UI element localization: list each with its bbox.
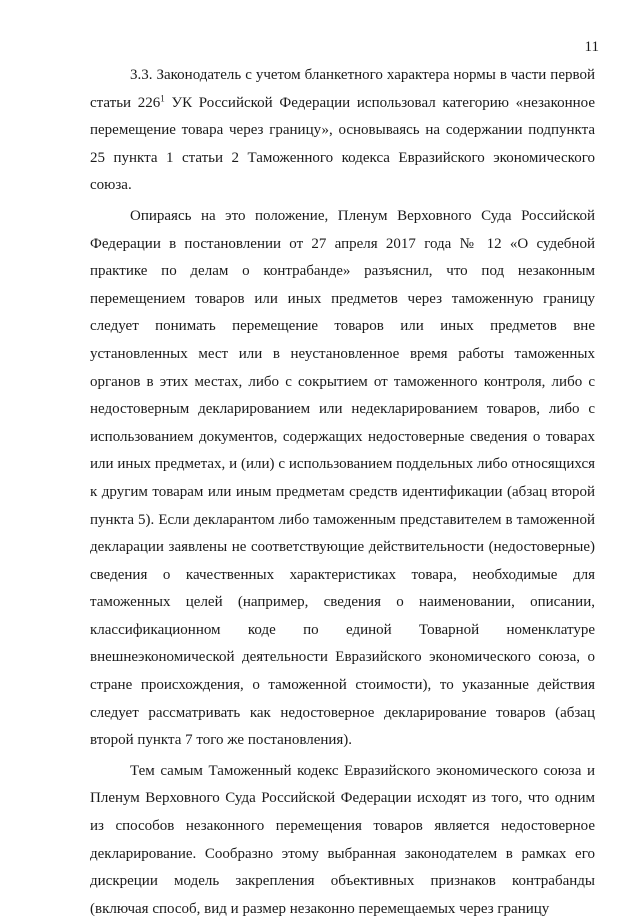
paragraph-plenum-explanation: Опираясь на это положение, Пленум Верховного Суда Российской Федерации в постановлении от 27 апреля 2017 года № 12 «О судебной практике по делам о контрабанде» разъяснил, что под незаконным перемещением товаров или иных предметов через таможенную границу следует понимать перемещение товаров или иных предметов вне установленных мест или в неустановленное время работы таможенных органов в этих местах, либо с сокрытием от таможенного контроля, либо с недостоверным декларированием или недекларированием товаров, либо с использованием документов, содержащих недостоверные сведения о товарах или иных предметах, и (или) с использованием поддельных либо относящихся к другим товарам или иным предметам средств идентификации (абзац второй пункта 5). Если декларантом либо таможенным представителем в таможенной декларации заявлены не соответствующие действительности (недостоверные) сведения о качественных характеристиках товара, необходимые для таможенных целей (например, сведения о наименовании, описании, классификационном коде по единой Товарной номенклатуре внешнеэкономической деятельности Евразийского экономического союза, о стране происхождения, о таможенной стоимости), то указанные действия следует рассматривать как недостоверное декларирование товаров (абзац второй пункта 7 того же постановления).: [90, 207, 595, 749]
paragraph-text: УК Российской Федерации использовал категорию «незаконное перемещение товара через границу», основываясь на содержании подпункта 25 пункта 1 статьи 2 Таможенного кодекса Евразийского экономического союза.: [90, 94, 596, 194]
paragraph-conclusion: Тем самым Таможенный кодекс Евразийского экономического союза и Пленум Верховного Суда Российской Федерации исходят из того, что одним из способов незаконного перемещения товаров является недостоверное декларирование. Сообразно этому выбранная законодателем в рамках его дискреции модель закрепления объективных признаков контрабанды (включая способ, вид и размер незаконно перемещаемых через границу: [90, 762, 595, 917]
paragraph-text: 3.3. Законодатель с учетом бланкетного характера нормы в части первой статьи 226: [90, 67, 595, 111]
page-number: 11: [584, 39, 599, 55]
paragraph-3-3: [90, 62, 595, 200]
footnote-superscript: 1: [160, 93, 165, 104]
document-body: [90, 62, 595, 923]
